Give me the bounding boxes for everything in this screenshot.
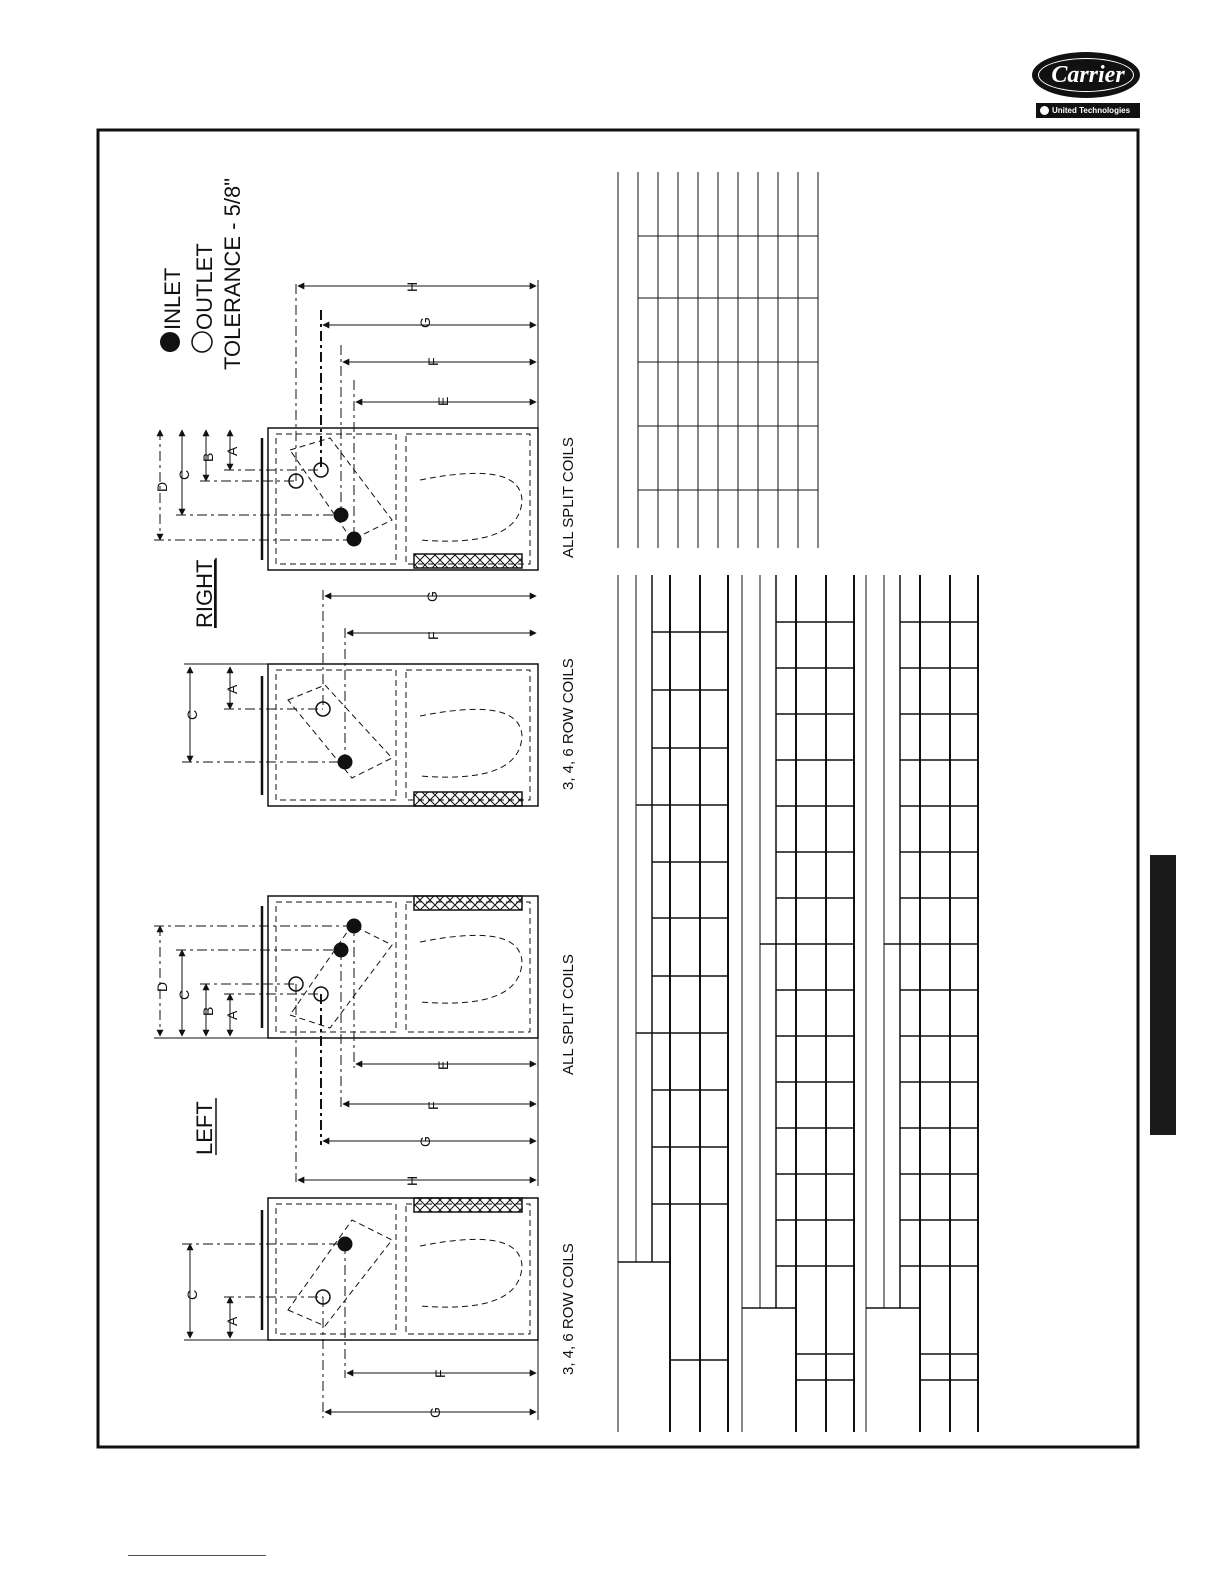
dim-e-left: E xyxy=(435,1060,451,1070)
outlet-symbol-icon xyxy=(192,332,212,352)
dim-a-left: A xyxy=(224,1010,240,1020)
coil-diagram-right-row xyxy=(182,590,538,806)
dimension-table-top xyxy=(618,172,818,548)
dim-c-left-row: C xyxy=(184,1289,200,1300)
dim-f-left-row: F xyxy=(432,1369,448,1378)
dim-g-right-row: G xyxy=(424,591,440,602)
legend-outlet: OUTLET xyxy=(192,243,217,330)
caption-row-coils-left: 3, 4, 6 ROW COILS xyxy=(560,1243,577,1375)
caption-row-coils-right: 3, 4, 6 ROW COILS xyxy=(560,658,577,790)
dim-e-right: E xyxy=(435,396,451,406)
dim-g-left-row: G xyxy=(427,1407,443,1418)
legend-tolerance: TOLERANCE - 5/8" xyxy=(220,177,245,370)
dim-b-right: B xyxy=(200,452,216,462)
dim-g-left: G xyxy=(417,1136,433,1147)
dim-h-left: H xyxy=(404,1175,420,1186)
dim-g-right: G xyxy=(417,317,433,328)
dimension-table-bottom-3 xyxy=(866,575,978,1432)
coil-diagram-left-row xyxy=(182,1198,538,1420)
dim-f-right-row: F xyxy=(425,631,441,640)
dim-d-left: D xyxy=(154,981,170,992)
caption-split-coils-right: ALL SPLIT COILS xyxy=(560,437,577,558)
dimension-table-bottom-2 xyxy=(742,575,854,1432)
dim-a-right-row: A xyxy=(224,684,240,694)
dimension-table-bottom-1 xyxy=(618,575,728,1432)
dim-f-right: F xyxy=(425,357,441,366)
logo-text: Carrier xyxy=(1051,62,1125,88)
title-left: LEFT xyxy=(192,1101,217,1155)
title-right: RIGHT xyxy=(192,559,217,628)
legend xyxy=(160,178,245,370)
dim-a-right: A xyxy=(224,446,240,456)
dim-b-left: B xyxy=(200,1006,216,1016)
dim-h-right: H xyxy=(404,281,420,292)
inlet-symbol-icon xyxy=(160,332,180,352)
dim-d-right: D xyxy=(154,481,170,492)
dim-c-left: C xyxy=(176,989,192,1000)
dim-a-left-row: A xyxy=(224,1316,240,1326)
dim-f-left: F xyxy=(425,1101,441,1110)
caption-split-coils-left: ALL SPLIT COILS xyxy=(560,954,577,1075)
logo-subtitle: United Technologies xyxy=(1052,106,1131,115)
dim-c-right-row: C xyxy=(184,709,200,720)
dim-c-right: C xyxy=(176,469,192,480)
legend-inlet: INLET xyxy=(160,267,185,330)
